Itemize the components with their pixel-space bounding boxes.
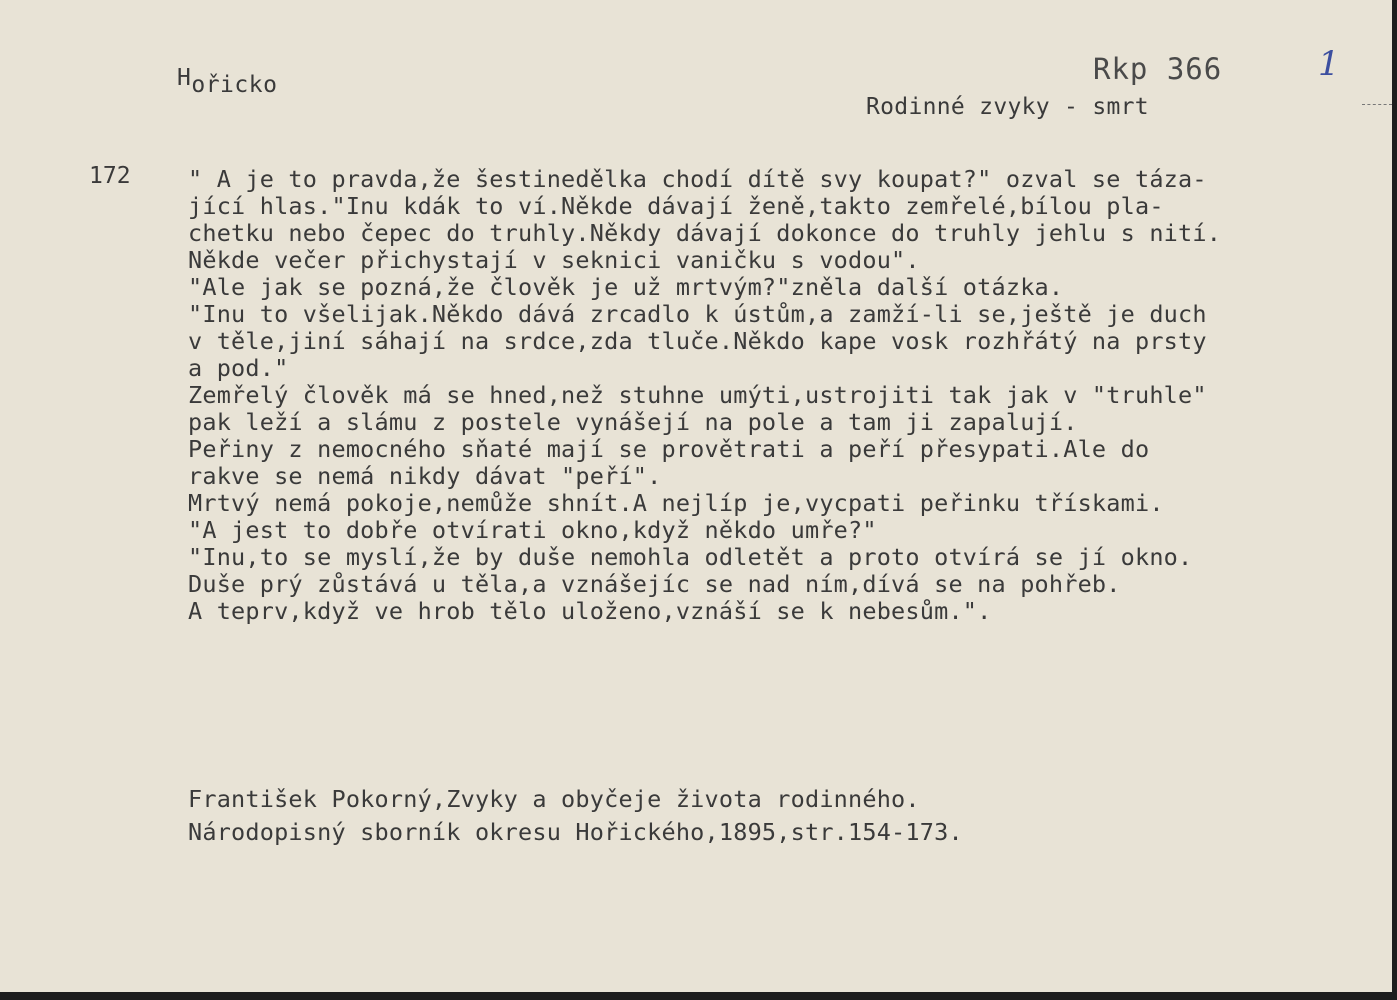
text-line: chetku nebo čepec do truhly.Někdy dávají dokonce do truhly jehlu s nití. xyxy=(188,219,1222,247)
sheet-number: 1 xyxy=(1318,44,1340,84)
entry-text xyxy=(188,166,1368,625)
place-name-rest: ořicko xyxy=(191,72,278,98)
text-line: Peřiny z nemocného sňaté mají se provětrati a peří přesypati.Ale do xyxy=(188,435,1150,463)
source-line: František Pokorný,Zvyky a obyčeje života rodinného. xyxy=(188,785,920,813)
text-line: rakve se nemá nikdy dávat "peří". xyxy=(188,462,662,490)
category-heading: Rodinné zvyky - smrt xyxy=(866,94,1149,120)
text-line: pak leží a slámu z postele vynášejí na pole a tam ji zapalují. xyxy=(188,408,1078,436)
source-line: Národopisný sborník okresu Hořického,1895,str.154-173. xyxy=(188,818,963,846)
manuscript-signature: Rkp 366 xyxy=(1093,52,1223,86)
text-line: "Ale jak se pozná,že člověk je už mrtvým?"zněla další otázka. xyxy=(188,273,1064,301)
text-line: Mrtvý nemá pokoje,nemůže shnít.A nejlíp je,vycpati peřinku třískami. xyxy=(188,489,1164,517)
text-line: A teprv,když ve hrob tělo uloženo,vznáší se k nebesům.". xyxy=(188,597,992,625)
text-line: "A jest to dobře otvírati okno,když někdo umře?" xyxy=(188,516,877,544)
card-edge-mark xyxy=(1362,104,1392,106)
text-line: v těle,jiní sáhají na srdce,zda tluče.Někdo kape vosk rozhřátý na prsty xyxy=(188,327,1207,355)
place-name-initial: H xyxy=(177,65,192,91)
text-line: "Inu to všelijak.Někdo dává zrcadlo k ústům,a zamží-li se,ještě je duch xyxy=(188,300,1207,328)
entry-number: 172 xyxy=(89,163,131,189)
text-line: Duše prý zůstává u těla,a vznášejíc se nad ním,dívá se na pohřeb. xyxy=(188,570,1121,598)
text-line: "Inu,to se myslí,že by duše nemohla odletět a proto otvírá se jí okno. xyxy=(188,543,1193,571)
text-line: Zemřelý člověk má se hned,než stuhne umýti,ustrojiti tak jak v "truhle" xyxy=(188,381,1207,409)
text-line: jící hlas."Inu kdák to ví.Někde dávají ženě,takto zemřelé,bílou pla- xyxy=(188,192,1164,220)
place-name xyxy=(177,65,278,98)
source-citation xyxy=(188,783,963,849)
text-line: Někde večer přichystají v seknici vaničku s vodou". xyxy=(188,246,920,274)
text-line: a pod." xyxy=(188,354,289,382)
text-line: " A je to pravda,že šestinedělka chodí dítě svy koupat?" ozval se táza- xyxy=(188,165,1207,193)
